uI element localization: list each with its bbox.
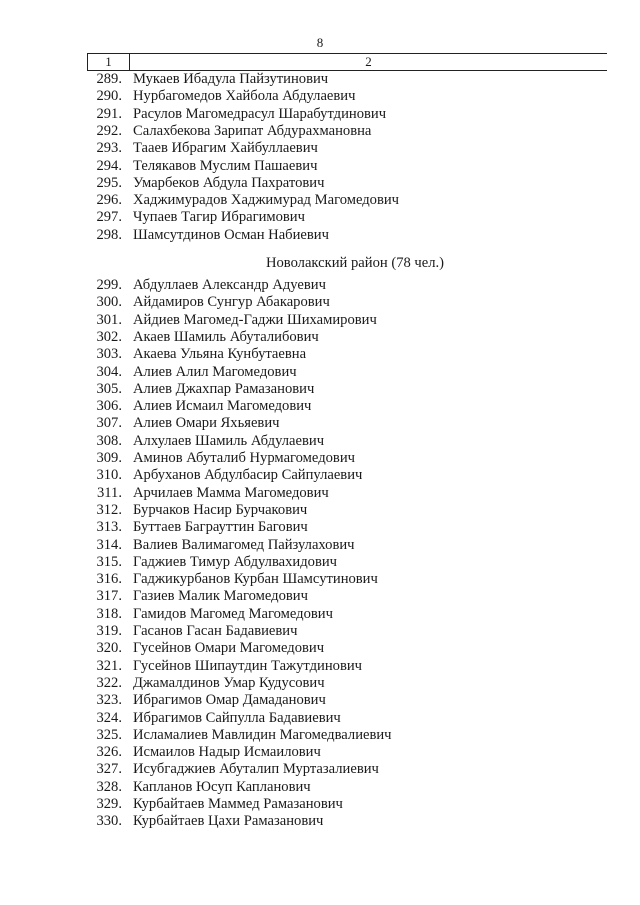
- list-item-name: Ибрагимов Омар Дамаданович: [133, 692, 326, 709]
- list-item-number: 318.: [96, 605, 122, 622]
- list-item-number: 293.: [96, 140, 122, 157]
- list-item-number: 327.: [96, 761, 122, 778]
- list-item-name: Гаджикурбанов Курбан Шамсутинович: [133, 571, 378, 588]
- list-item-name: Гамидов Магомед Магомедович: [133, 605, 333, 622]
- list-item-number: 320.: [96, 640, 122, 657]
- list-item-name: Чупаев Тагир Ибрагимович: [133, 209, 305, 226]
- list-item-number: 302.: [96, 328, 122, 345]
- table-header: [87, 53, 607, 71]
- list-item-number: 326.: [96, 744, 122, 761]
- list-item-name: Гусейнов Омари Магомедович: [133, 640, 325, 657]
- list-item-name: Исубгаджиев Абуталип Муртазалиевич: [133, 761, 379, 778]
- list-item-name: Гаджиев Тимур Абдулвахидович: [133, 553, 337, 570]
- list-item-number: 309.: [96, 450, 122, 466]
- list-item-name: Исмаилов Надыр Исмаилович: [133, 744, 321, 761]
- table-header-col1: 1: [88, 54, 130, 70]
- list-item-name: Алиев Алил Магомедович: [133, 363, 297, 380]
- list-item-name: Телякавов Муслим Пашаевич: [133, 157, 318, 174]
- list-item-name: Исламалиев Мавлидин Магомедвалиевич: [133, 726, 392, 743]
- list-item-name: Алхулаев Шамиль Абдулаевич: [133, 432, 325, 449]
- list-item-number: 308.: [96, 432, 122, 449]
- list-item-name: Акаев Шамиль Абуталибович: [133, 328, 319, 345]
- list-item-name: Аминов Абуталиб Нурмагомедович: [133, 450, 355, 466]
- list-item-name: Буттаев Баграуттин Багович: [133, 519, 308, 536]
- section-heading: Новолакский район (78 чел.): [265, 255, 445, 271]
- list-item-name: Ибрагимов Сайпулла Бадавиевич: [133, 709, 341, 726]
- list-item-name: Гасанов Гасан Бадавиевич: [133, 623, 298, 639]
- list-item-number: 294.: [96, 157, 122, 174]
- list-item-number: 312.: [96, 501, 122, 518]
- list-item-number: 304.: [96, 363, 122, 380]
- list-item-name: Арбуханов Абдулбасир Сайпулаевич: [133, 467, 363, 484]
- list-item-name: Айдиев Магомед-Гаджи Шихамирович: [133, 311, 377, 328]
- list-item-number: 295.: [96, 174, 122, 191]
- list-item-number: 329.: [96, 796, 122, 812]
- list-item-number: 321.: [96, 657, 122, 674]
- list-item-name: Акаева Ульяна Кунбутаевна: [133, 346, 307, 363]
- list-item-name: Гусейнов Шипаутдин Тажутдинович: [133, 657, 362, 674]
- list-item-number: 289.: [96, 71, 122, 87]
- list-item-name: Валиев Валимагомед Пайзулахович: [133, 536, 355, 553]
- list-item-number: 316.: [96, 571, 122, 588]
- list-item-number: 322.: [96, 674, 122, 691]
- list-item-number: 290.: [96, 88, 122, 105]
- list-item-number: 298.: [96, 226, 122, 243]
- list-item-number: 314.: [96, 536, 122, 553]
- list-item-name: Алиев Исмаил Магомедович: [133, 398, 312, 415]
- list-item-number: 307.: [96, 415, 122, 432]
- list-item-number: 299.: [96, 277, 122, 293]
- list-item-number: 300.: [96, 294, 122, 311]
- list-item-number: 292.: [96, 122, 122, 139]
- list-item-name: Курбайтаев Цахи Рамазанович: [133, 813, 324, 830]
- list-item-name: Газиев Малик Магомедович: [133, 588, 308, 605]
- list-item-number: 296.: [96, 192, 122, 209]
- list-item-name: Салахбекова Зарипат Абдурахмановна: [133, 122, 372, 139]
- list-item-number: 311.: [97, 484, 122, 501]
- list-item-number: 306.: [96, 398, 122, 415]
- list-item-name: Алиев Джахпар Рамазанович: [133, 380, 315, 397]
- list-item-number: 310.: [96, 467, 122, 484]
- list-item-number: 325.: [96, 726, 122, 743]
- list-item-number: 297.: [96, 209, 122, 226]
- list-item-number: 313.: [96, 519, 122, 536]
- list-item-name: Айдамиров Сунгур Абакарович: [133, 294, 330, 311]
- list-item-number: 305.: [96, 380, 122, 397]
- list-item-number: 303.: [96, 346, 122, 363]
- list-item-name: Курбайтаев Маммед Рамазанович: [133, 796, 343, 812]
- list-item-number: 324.: [96, 709, 122, 726]
- list-item-name: Мукаев Ибадула Пайзутинович: [133, 71, 329, 87]
- list-item-name: Тааев Ибрагим Хайбуллаевич: [133, 140, 318, 157]
- list-item-number: 328.: [96, 778, 122, 795]
- list-item-name: Расулов Магомедрасул Шарабутдинович: [133, 105, 387, 122]
- list-item-name: Капланов Юсуп Капланович: [133, 778, 311, 795]
- list-item-name: Бурчаков Насир Бурчакович: [133, 501, 308, 518]
- table-header-col2: 2: [365, 54, 372, 69]
- list-item-number: 317.: [96, 588, 122, 605]
- list-item-number: 301.: [96, 311, 122, 328]
- list-item-number: 319.: [96, 623, 122, 639]
- list-item-name: Умарбеков Абдула Пахратович: [133, 174, 325, 191]
- list-item-name: Хаджимурадов Хаджимурад Магомедович: [133, 192, 399, 209]
- list-item-number: 330.: [96, 813, 122, 830]
- list-item-number: 315.: [96, 553, 122, 570]
- list-item-name: Абдуллаев Александр Адуевич: [133, 277, 326, 293]
- list-item-number: 323.: [96, 692, 122, 709]
- list-item-number: 291.: [96, 105, 122, 122]
- list-item-name: Шамсутдинов Осман Набиевич: [133, 226, 329, 243]
- list-item-name: Арчилаев Мамма Магомедович: [133, 484, 329, 501]
- list-item-name: Джамалдинов Умар Кудусович: [133, 674, 325, 691]
- list-item-name: Алиев Омари Яхьяевич: [133, 415, 280, 432]
- page-number: 8: [316, 35, 324, 50]
- list-item-name: Нурбагомедов Хайбола Абдулаевич: [133, 88, 356, 105]
